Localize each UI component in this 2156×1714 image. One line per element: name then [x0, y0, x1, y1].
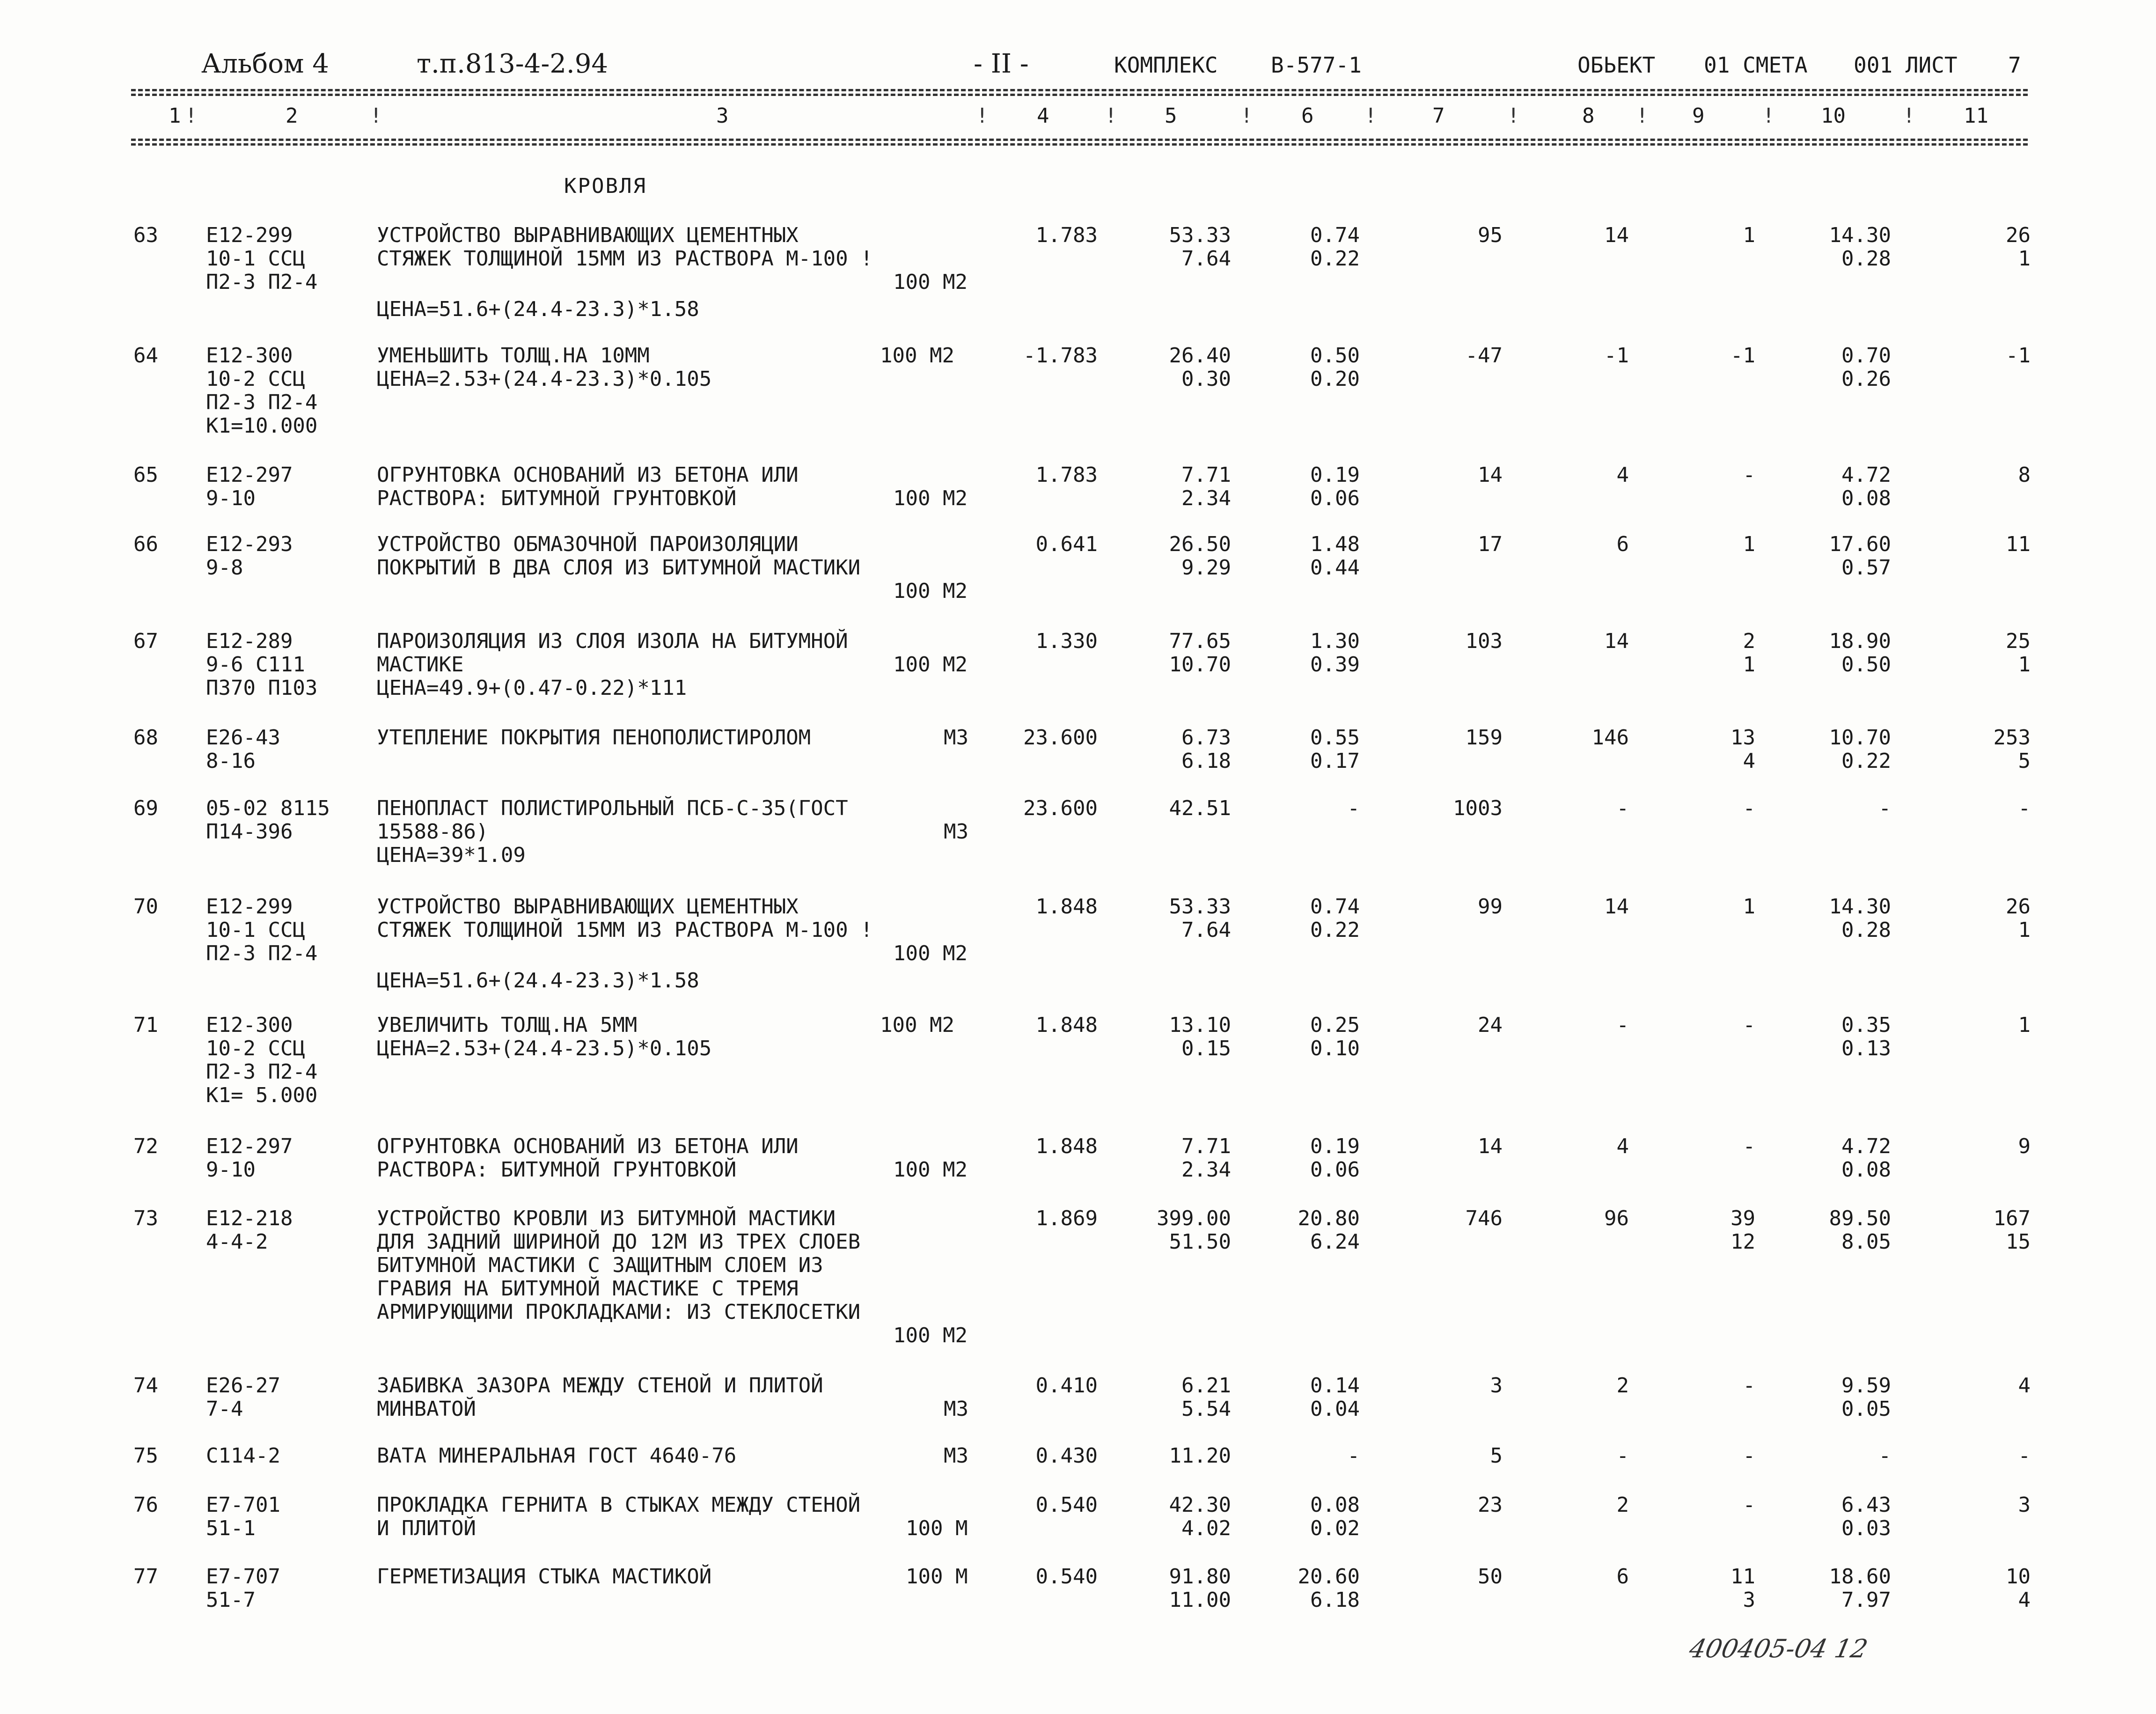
unit-machine-cost: 0.55 0.17	[1310, 726, 1360, 773]
work-description: УСТРОЙСТВО ОБМАЗОЧНОЙ ПАРОИЗОЛЯЦИИ ПОКРЫТИЙ В ДВА СЛОЯ ИЗ БИТУМНОЙ МАСТИКИ 100 М2	[377, 532, 968, 603]
total-cost: 24	[1478, 1013, 1503, 1037]
total-wages: 2	[1616, 1493, 1629, 1517]
total-wages: 96	[1604, 1206, 1629, 1230]
work-description: ПАРОИЗОЛЯЦИЯ ИЗ СЛОЯ ИЗОЛА НА БИТУМНОЙ МАСТИКЕ ЦЕНА=49.9+(0.47-0.22)*111 100 М2	[377, 629, 968, 700]
total-cost: 103	[1465, 629, 1503, 653]
labor-per-unit: 14.30 0.28	[1829, 895, 1891, 942]
unit-of-measure: 100 М2	[893, 942, 968, 965]
rate-code: Е12-300 10-2 ССЦ П2-3 П2-4 К1= 5.000	[206, 1013, 318, 1107]
unit-machine-cost: 1.30 0.39	[1310, 629, 1360, 677]
rate-code: Е12-289 9-6 С111 П370 П103	[206, 629, 318, 700]
column-separator: !	[976, 104, 989, 128]
quantity: 1.783	[1035, 223, 1098, 247]
labor-total: 1	[2018, 1013, 2031, 1037]
total-machines: -	[1743, 796, 1755, 820]
row-number: 77	[133, 1565, 158, 1589]
unit-cost: 6.73 6.18	[1181, 726, 1231, 773]
unit-of-measure: 100 М2	[893, 270, 968, 294]
column-separator: !	[185, 104, 198, 128]
total-wages: 4	[1616, 463, 1629, 487]
total-cost: 95	[1478, 223, 1503, 247]
total-wages: 14	[1604, 895, 1629, 919]
column-number-9: 9	[1692, 104, 1705, 128]
column-separator: !	[1364, 104, 1377, 128]
total-machines: 1	[1743, 223, 1755, 247]
column-number-10: 10	[1821, 104, 1846, 128]
labor-total: 26 1	[2006, 223, 2031, 271]
total-cost: 50	[1478, 1565, 1503, 1589]
quantity: 0.430	[1035, 1444, 1098, 1468]
header-rule-top-2	[131, 94, 2028, 96]
labor-per-unit: -	[1878, 796, 1891, 820]
labor-per-unit: 9.59 0.05	[1841, 1374, 1891, 1421]
labor-per-unit: 6.43 0.03	[1841, 1493, 1891, 1540]
total-machines: -	[1743, 1134, 1755, 1158]
sheet-number: 7	[2008, 52, 2021, 78]
labor-per-unit: 89.50 8.05	[1829, 1206, 1891, 1254]
labor-total: -	[2018, 1444, 2031, 1468]
unit-cost: 7.71 2.34	[1181, 1134, 1231, 1182]
column-number-5: 5	[1165, 104, 1177, 128]
column-separator: !	[1240, 104, 1253, 128]
work-description: ПРОКЛАДКА ГЕРНИТА В СТЫКАХ МЕЖДУ СТЕНОЙ И ПЛИТОЙ 100 М	[377, 1493, 968, 1540]
labor-total: -1	[2006, 344, 2031, 368]
column-number-4: 4	[1037, 104, 1049, 128]
complex-code: В-577-1	[1271, 52, 1362, 78]
labor-total: 253 5	[1993, 726, 2031, 773]
unit-cost: 53.33 7.64	[1169, 223, 1231, 271]
total-machines: 39 12	[1731, 1206, 1755, 1254]
quantity: 23.600	[1023, 726, 1098, 750]
header-rule-bottom-2	[131, 143, 2028, 146]
quantity: 0.540	[1035, 1565, 1098, 1589]
total-wages: 4	[1616, 1134, 1629, 1158]
unit-machine-cost: 1.48 0.44	[1310, 532, 1360, 580]
unit-machine-cost: 20.60 6.18	[1298, 1565, 1360, 1612]
section-title: КРОВЛЯ	[564, 174, 647, 198]
total-machines: -	[1743, 1374, 1755, 1398]
unit-of-measure: 100 М2	[880, 344, 954, 368]
unit-cost: 26.40 0.30	[1169, 344, 1231, 391]
unit-cost: 42.51	[1169, 796, 1231, 820]
price-formula: ЦЕНА=51.6+(24.4-23.3)*1.58	[377, 297, 699, 321]
total-cost: 159	[1465, 726, 1503, 750]
labor-total: 9	[2018, 1134, 2031, 1158]
header-rule-bottom	[131, 139, 2028, 141]
total-cost: 1003	[1453, 796, 1503, 820]
unit-cost: 91.80 11.00	[1169, 1565, 1231, 1612]
unit-of-measure: 100 М2	[880, 1013, 954, 1037]
row-number: 65	[133, 463, 158, 487]
total-wages: -	[1616, 1013, 1629, 1037]
total-machines: -1	[1731, 344, 1755, 368]
labor-per-unit: 4.72 0.08	[1841, 1134, 1891, 1182]
quantity: 1.848	[1035, 1013, 1098, 1037]
column-separator: !	[370, 104, 382, 128]
work-description: ВАТА МИНЕРАЛЬНАЯ ГОСТ 4640-76 М3	[377, 1444, 968, 1468]
labor-total: 4	[2018, 1374, 2031, 1398]
unit-machine-cost: 0.19 0.06	[1310, 463, 1360, 510]
row-number: 64	[133, 344, 158, 368]
project-code: т.п.813-4-2.94	[417, 49, 608, 79]
unit-machine-cost: 0.25 0.10	[1310, 1013, 1360, 1060]
total-machines: 13 4	[1731, 726, 1755, 773]
total-cost: 746	[1465, 1206, 1503, 1230]
row-number: 76	[133, 1493, 158, 1517]
labor-total: 3	[2018, 1493, 2031, 1517]
rate-code: 05-02 8115 П14-396	[206, 796, 330, 844]
total-cost: -47	[1465, 344, 1503, 368]
rate-code: Е12-293 9-8	[206, 532, 293, 580]
work-description: УВЕЛИЧИТЬ ТОЛЩ.НА 5ММ ЦЕНА=2.53+(24.4-23.5)*0.105 100 М2	[377, 1013, 954, 1060]
rate-code: Е12-297 9-10	[206, 463, 293, 510]
column-number-3: 3	[716, 104, 729, 128]
album-label: Альбом 4	[201, 49, 329, 79]
work-description: ОГРУНТОВКА ОСНОВАНИЙ ИЗ БЕТОНА ИЛИ РАСТВОРА: БИТУМНОЙ ГРУНТОВКОЙ 100 М2	[377, 463, 968, 510]
work-description: ОГРУНТОВКА ОСНОВАНИЙ ИЗ БЕТОНА ИЛИ РАСТВОРА: БИТУМНОЙ ГРУНТОВКОЙ 100 М2	[377, 1134, 968, 1182]
labor-per-unit: 18.90 0.50	[1829, 629, 1891, 677]
labor-per-unit: 10.70 0.22	[1829, 726, 1891, 773]
total-wages: 14	[1604, 223, 1629, 247]
quantity: 0.410	[1035, 1374, 1098, 1398]
total-cost: 14	[1478, 1134, 1503, 1158]
column-number-8: 8	[1582, 104, 1595, 128]
row-number: 75	[133, 1444, 158, 1468]
column-number-11: 11	[1964, 104, 1988, 128]
rate-code: Е26-27 7-4	[206, 1374, 280, 1421]
rate-code: Е7-707 51-7	[206, 1565, 280, 1612]
total-cost: 17	[1478, 532, 1503, 556]
work-description: ПЕНОПЛАСТ ПОЛИСТИРОЛЬНЫЙ ПСБ-С-35(ГОСТ 15588-86) ЦЕНА=39*1.09 М3	[377, 796, 968, 867]
labor-per-unit: 14.30 0.28	[1829, 223, 1891, 271]
row-number: 74	[133, 1374, 158, 1398]
page-number: - II -	[974, 49, 1029, 79]
rate-code: Е12-299 10-1 ССЦ П2-3 П2-4	[206, 895, 318, 965]
object-code: 01 СМЕТА	[1704, 52, 1808, 78]
unit-cost: 77.65 10.70	[1169, 629, 1231, 677]
unit-of-measure: 100 М2	[893, 1324, 968, 1347]
total-cost: 5	[1490, 1444, 1503, 1468]
rate-code: Е26-43 8-16	[206, 726, 280, 773]
row-number: 67	[133, 629, 158, 653]
total-wages: 14	[1604, 629, 1629, 653]
column-number-7: 7	[1432, 104, 1445, 128]
unit-machine-cost: -	[1347, 796, 1360, 820]
unit-cost: 7.71 2.34	[1181, 463, 1231, 510]
unit-machine-cost: -	[1347, 1444, 1360, 1468]
column-number-1: 1	[169, 104, 181, 128]
quantity: 0.641	[1035, 532, 1098, 556]
column-separator: !	[1762, 104, 1775, 128]
total-machines: 1	[1743, 895, 1755, 919]
quantity: 1.330	[1035, 629, 1098, 653]
handwritten-footer-note: 400405-04 12	[1687, 1634, 1870, 1663]
unit-cost: 399.00 51.50	[1157, 1206, 1231, 1254]
quantity: -1.783	[1023, 344, 1098, 368]
rate-code: Е12-299 10-1 ССЦ П2-3 П2-4	[206, 223, 318, 294]
quantity: 1.783	[1035, 463, 1098, 487]
column-number-6: 6	[1301, 104, 1314, 128]
labor-total: 10 4	[2006, 1565, 2031, 1612]
labor-per-unit: 4.72 0.08	[1841, 463, 1891, 510]
rate-code: Е12-300 10-2 ССЦ П2-3 П2-4 К1=10.000	[206, 344, 318, 438]
labor-per-unit: 17.60 0.57	[1829, 532, 1891, 580]
work-description: УТЕПЛЕНИЕ ПОКРЫТИЯ ПЕНОПОЛИСТИРОЛОМ М3	[377, 726, 968, 750]
labor-total: -	[2018, 796, 2031, 820]
row-number: 68	[133, 726, 158, 750]
work-description: УСТРОЙСТВО ВЫРАВНИВАЮЩИХ ЦЕМЕНТНЫХ СТЯЖЕК ТОЛЩИНОЙ 15ММ ИЗ РАСТВОРА М-100 ! 100 М2 ЦЕНА=51.6+(24.4-23.3)*1.58	[377, 895, 968, 993]
labor-total: 11	[2006, 532, 2031, 556]
unit-cost: 13.10 0.15	[1169, 1013, 1231, 1060]
unit-cost: 53.33 7.64	[1169, 895, 1231, 942]
total-wages: -	[1616, 796, 1629, 820]
total-wages: 146	[1591, 726, 1629, 750]
total-machines: -	[1743, 1444, 1755, 1468]
rate-code: Е12-218 4-4-2	[206, 1206, 293, 1254]
quantity: 1.869	[1035, 1206, 1098, 1230]
total-wages: 2	[1616, 1374, 1629, 1398]
unit-cost: 6.21 5.54	[1181, 1374, 1231, 1421]
row-number: 69	[133, 796, 158, 820]
labor-per-unit: 0.35 0.13	[1841, 1013, 1891, 1060]
labor-total: 8	[2018, 463, 2031, 487]
unit-cost: 11.20	[1169, 1444, 1231, 1468]
object-label: ОБЬЕКТ	[1577, 52, 1656, 78]
total-machines: 1	[1743, 532, 1755, 556]
total-wages: 6	[1616, 1565, 1629, 1589]
header-rule-top	[131, 89, 2028, 91]
estimate-code: 001 ЛИСТ	[1854, 52, 1958, 78]
rate-code: С114-2	[206, 1444, 280, 1468]
total-cost: 3	[1490, 1374, 1503, 1398]
quantity: 1.848	[1035, 1134, 1098, 1158]
price-formula: ЦЕНА=51.6+(24.4-23.3)*1.58	[377, 969, 699, 993]
work-description: ГЕРМЕТИЗАЦИЯ СТЫКА МАСТИКОЙ 100 М	[377, 1565, 968, 1589]
row-number: 66	[133, 532, 158, 556]
total-machines: -	[1743, 463, 1755, 487]
work-description: УМЕНЬШИТЬ ТОЛЩ.НА 10ММ ЦЕНА=2.53+(24.4-23.3)*0.105 100 М2	[377, 344, 954, 391]
total-machines: 2 1	[1743, 629, 1755, 677]
total-wages: -1	[1604, 344, 1629, 368]
column-separator: !	[1507, 104, 1520, 128]
rate-code: Е12-297 9-10	[206, 1134, 293, 1182]
row-number: 71	[133, 1013, 158, 1037]
work-description: УСТРОЙСТВО КРОВЛИ ИЗ БИТУМНОЙ МАСТИКИ ДЛЯ ЗАДНИЙ ШИРИНОЙ ДО 12М ИЗ ТРЕХ СЛОЕВ БИТУМНОЙ МАСТИКИ С ЗАЩИТНЫМ СЛОЕМ ИЗ ГРАВИЯ НА БИТУМНОЙ МАСТИКЕ С ТРЕМЯ АРМИРУЮЩИМИ ПРОКЛАДКАМИ: ИЗ СТЕКЛОСЕТКИ 100 М2	[377, 1206, 968, 1347]
labor-total: 25 1	[2006, 629, 2031, 677]
work-description: УСТРОЙСТВО ВЫРАВНИВАЮЩИХ ЦЕМЕНТНЫХ СТЯЖЕК ТОЛЩИНОЙ 15ММ ИЗ РАСТВОРА М-100 ! 100 М2 ЦЕНА=51.6+(24.4-23.3)*1.58	[377, 223, 968, 321]
column-separator: !	[1903, 104, 1915, 128]
total-cost: 99	[1478, 895, 1503, 919]
total-machines: -	[1743, 1013, 1755, 1037]
unit-machine-cost: 0.19 0.06	[1310, 1134, 1360, 1182]
unit-machine-cost: 0.74 0.22	[1310, 223, 1360, 271]
labor-per-unit: -	[1878, 1444, 1891, 1468]
row-number: 70	[133, 895, 158, 919]
unit-machine-cost: 20.80 6.24	[1298, 1206, 1360, 1254]
rate-code: Е7-701 51-1	[206, 1493, 280, 1540]
quantity: 23.600	[1023, 796, 1098, 820]
complex-label: КОМПЛЕКС	[1114, 52, 1218, 78]
total-wages: 6	[1616, 532, 1629, 556]
work-description: ЗАБИВКА ЗАЗОРА МЕЖДУ СТЕНОЙ И ПЛИТОЙ МИНВАТОЙ М3	[377, 1374, 968, 1421]
row-number: 63	[133, 223, 158, 247]
labor-total: 167 15	[1993, 1206, 2031, 1254]
total-machines: -	[1743, 1493, 1755, 1517]
row-number: 73	[133, 1206, 158, 1230]
labor-total: 26 1	[2006, 895, 2031, 942]
unit-of-measure: 100 М2	[893, 579, 968, 603]
column-separator: !	[1105, 104, 1117, 128]
quantity: 0.540	[1035, 1493, 1098, 1517]
unit-cost: 42.30 4.02	[1169, 1493, 1231, 1540]
unit-machine-cost: 0.50 0.20	[1310, 344, 1360, 391]
column-number-2: 2	[286, 104, 298, 128]
total-cost: 23	[1478, 1493, 1503, 1517]
unit-machine-cost: 0.08 0.02	[1310, 1493, 1360, 1540]
unit-machine-cost: 0.14 0.04	[1310, 1374, 1360, 1421]
unit-machine-cost: 0.74 0.22	[1310, 895, 1360, 942]
labor-per-unit: 18.60 7.97	[1829, 1565, 1891, 1612]
total-wages: -	[1616, 1444, 1629, 1468]
total-machines: 11 3	[1731, 1565, 1755, 1612]
column-separator: !	[1636, 104, 1649, 128]
labor-per-unit: 0.70 0.26	[1841, 344, 1891, 391]
quantity: 1.848	[1035, 895, 1098, 919]
row-number: 72	[133, 1134, 158, 1158]
total-cost: 14	[1478, 463, 1503, 487]
unit-cost: 26.50 9.29	[1169, 532, 1231, 580]
